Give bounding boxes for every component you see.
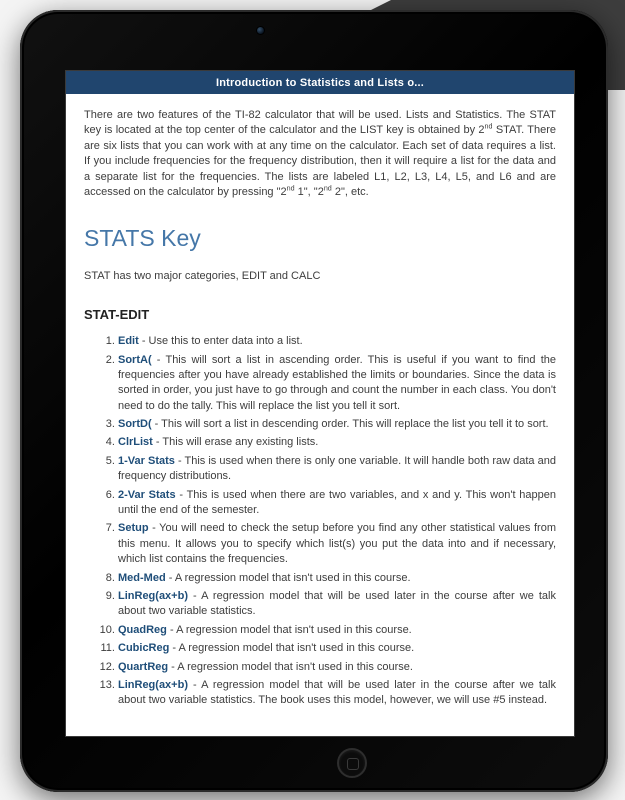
page-title: Introduction to Statistics and Lists o...	[215, 76, 425, 89]
list-item	[118, 417, 556, 432]
term-label: Med-Med	[118, 571, 166, 584]
term-label: CubicReg	[118, 642, 170, 655]
window-titlebar[interactable]	[66, 71, 574, 94]
list-item	[118, 660, 556, 675]
term-label: SortD(	[118, 418, 152, 431]
list-item	[118, 678, 556, 709]
list-item	[118, 353, 556, 415]
stats-key-subtext: STAT has two major categories, EDIT and CALC	[84, 269, 321, 282]
term-description: - Use this to enter data into a list.	[138, 335, 303, 348]
term-label: SortA(	[118, 353, 152, 366]
term-description: - A regression model that isn't used in this course.	[169, 642, 415, 655]
list-item	[118, 589, 556, 620]
term-description: - This will erase any existing lists.	[152, 436, 319, 449]
term-description: - This is used when there is only one variable. It will handle both raw data and frequency distributions.	[118, 454, 556, 483]
stat-edit-list	[84, 334, 556, 709]
home-button[interactable]	[337, 748, 367, 778]
term-label: LinReg(ax+b)	[118, 589, 188, 602]
term-label: ClrList	[118, 436, 153, 449]
term-description: - A regression model that isn't used in this course.	[166, 623, 412, 636]
term-label: 2-Var Stats	[118, 488, 176, 501]
tablet-device-frame	[20, 10, 608, 792]
superscript-nd: nd	[323, 184, 332, 193]
term-label: Edit	[118, 335, 139, 348]
term-description: - A regression model that isn't used in this course.	[168, 660, 413, 673]
term-description: - This will sort a list in descending order. This will replace the list you tell it to sort.	[151, 418, 549, 431]
list-item	[118, 435, 556, 450]
list-item	[118, 571, 556, 586]
list-item	[118, 454, 556, 485]
term-description: - You will need to check the setup before you find any other statistical values from this menu. It allows you to specify which list(s) you put the data into and if necessary, which list contains the frequencies.	[118, 522, 556, 566]
stats-key-heading: STATS Key	[84, 225, 201, 252]
list-item	[118, 641, 556, 656]
term-label: QuadReg	[118, 623, 167, 636]
term-description: - A regression model that isn't used in this course.	[165, 571, 411, 584]
document-content	[66, 94, 574, 709]
term-label: LinReg(ax+b)	[118, 678, 188, 691]
term-label: QuartReg	[118, 660, 169, 673]
list-item	[118, 521, 556, 567]
list-item	[118, 623, 556, 638]
superscript-nd: nd	[484, 122, 493, 131]
term-label: 1-Var Stats	[118, 454, 175, 467]
intro-text-3: 1", "2	[294, 185, 324, 198]
term-description: - This will sort a list in ascending order. This is useful if you want to find the frequencies after you have already established the limits or boundaries. Since the data is sorted in order, you just have to go through and count the number in each class. You don't need to do the tally. This will replace the list you tell it sort.	[118, 353, 556, 412]
front-camera-icon	[256, 26, 265, 35]
stat-edit-heading: STAT-EDIT	[84, 306, 150, 322]
superscript-nd: nd	[286, 184, 295, 193]
intro-text-2: STAT. There are six lists that you can work with at any time on the calculator. Each set of data requires a list. If you include frequencies for the frequency distribution, then it will require a list for the data and a separate list for the frequencies. The lists are labeled L1, L2, L3, L4, L5, and L6 and are accessed on the calculator by pressing "2	[84, 124, 556, 198]
intro-paragraph	[84, 108, 556, 200]
term-description: - This is used when there are two variables, and x and y. This won't happen until the end of the semester.	[118, 488, 556, 517]
list-item	[118, 334, 556, 349]
tablet-screen	[65, 70, 575, 737]
term-description: - A regression model that will be used later in the course after we talk about two variable statistics. The book uses this model, however, we will use #5 instead.	[118, 678, 556, 707]
list-item	[118, 488, 556, 519]
intro-text-1: There are two features of the TI-82 calculator that will be used. Lists and Statistics. The STAT key is located at the top center of the calculator and the LIST key is obtained by 2	[84, 109, 556, 137]
term-description: - A regression model that will be used later in the course after we talk about two variable statistics.	[118, 589, 556, 618]
term-label: Setup	[118, 522, 149, 535]
intro-text-4: 2", etc.	[331, 185, 369, 198]
